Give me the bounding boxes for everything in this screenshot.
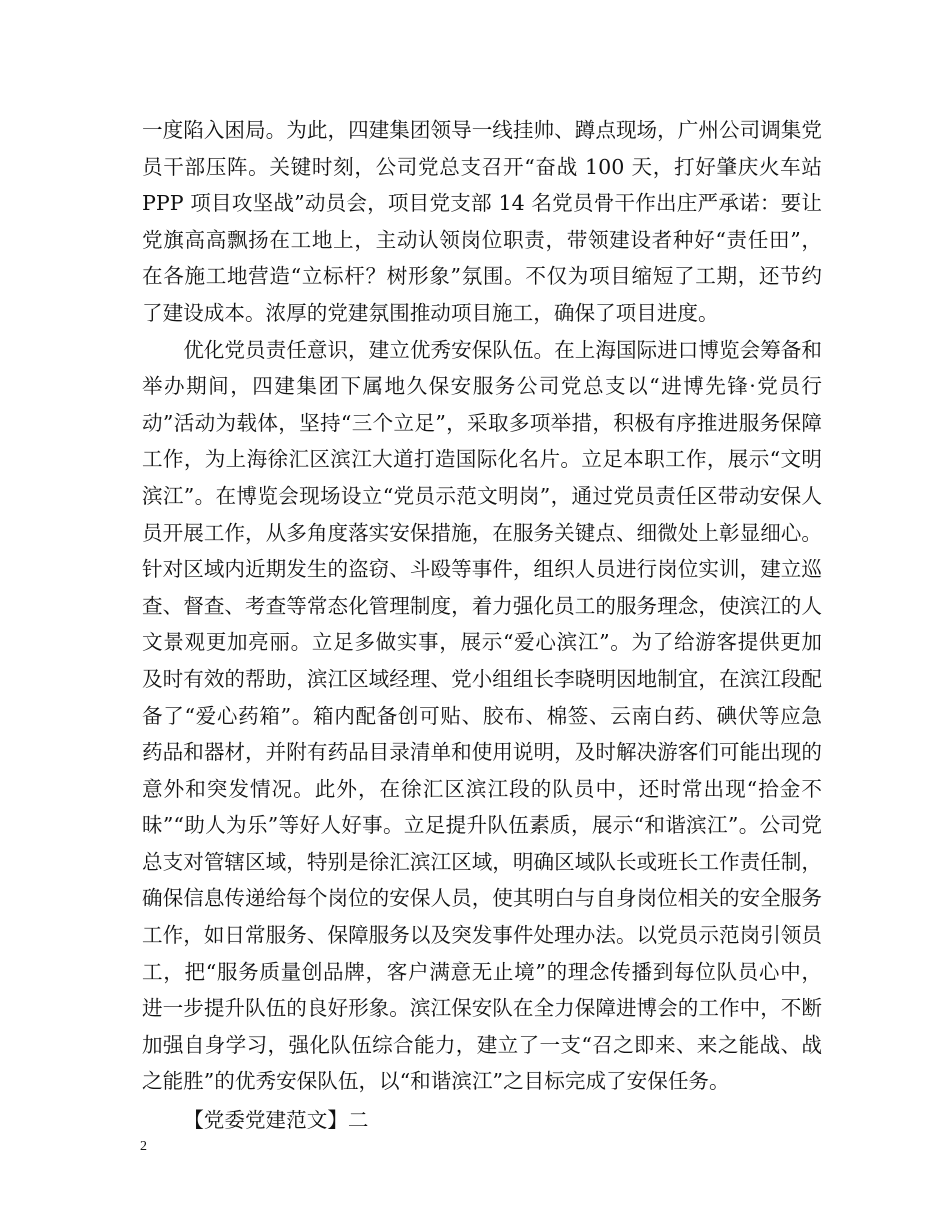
page-number: 2 <box>140 1139 147 1154</box>
section-heading: 【党委党建范文】二 <box>183 1108 369 1133</box>
paragraph-continuation: 一度陷入困局。为此，四建集团领导一线挂帅、蹲点现场，广州公司调集党员干部压阵。关键时刻，公司党总支召开“奋战 100 天，打好肇庆火车站 PPP 项目攻坚战”动员会，项目党支部 14 名党员骨干作出庄严承诺：要让党旗高高飘扬在工地上，主动认领岗位职责，带领建设者种好“责任田”，在各施工地营造“立标杆？树形象”氛围。不仅为项目缩短了工期，还节约了建设成本。浓厚的党建氛围推动项目施工，确保了项目进度。 <box>142 118 822 325</box>
document-body <box>142 112 822 1139</box>
paragraph-security-team: 优化党员责任意识，建立优秀安保队伍。在上海国际进口博览会筹备和举办期间，四建集团下属地久保安服务公司党总支以“进博先锋·党员行动”活动为载体，坚持“三个立足”，采取多项举措，积极有序推进服务保障工作，为上海徐汇区滨江大道打造国际化名片。立足本职工作，展示“文明滨江”。在博览会现场设立“党员示范文明岗”，通过党员责任区带动安保人员开展工作，从多角度落实安保措施，在服务关键点、细微处上彰显细心。针对区域内近期发生的盗窃、斗殴等事件，组织人员进行岗位实训，建立巡查、督查、考查等常态化管理制度，着力强化员工的服务理念，使滨江的人文景观更加亮丽。立足多做实事，展示“爱心滨江”。为了给游客提供更加及时有效的帮助，滨江区域经理、党小组组长李晓明因地制宜，在滨江段配备了“爱心药箱”。箱内配备创可贴、胶布、棉签、云南白药、碘伏等应急药品和器材，并附有药品目录清单和使用说明，及时解决游客们可能出现的意外和突发情况。此外，在徐汇区滨江段的队员中，还时常出现“拾金不昧”“助人为乐”等好人好事。立足提升队伍素质，展示“和谐滨江”。公司党总支对管辖区域，特别是徐汇滨江区域，明确区域队长或班长工作责任制，确保信息传递给每个岗位的安保人员，使其明白与自身岗位相关的安全服务工作，如日常服务、保障服务以及突发事件处理办法。以党员示范岗引领员工，把“服务质量创品牌，客户满意无止境”的理念传播到每位队员心中，进一步提升队伍的良好形象。滨江保安队在全力保障进博会的工作中，不断加强自身学习，强化队伍综合能力，建立了一支“召之即来、来之能战、战之能胜”的优秀安保队伍，以“和谐滨江”之目标完成了安保任务。 <box>142 337 822 1094</box>
